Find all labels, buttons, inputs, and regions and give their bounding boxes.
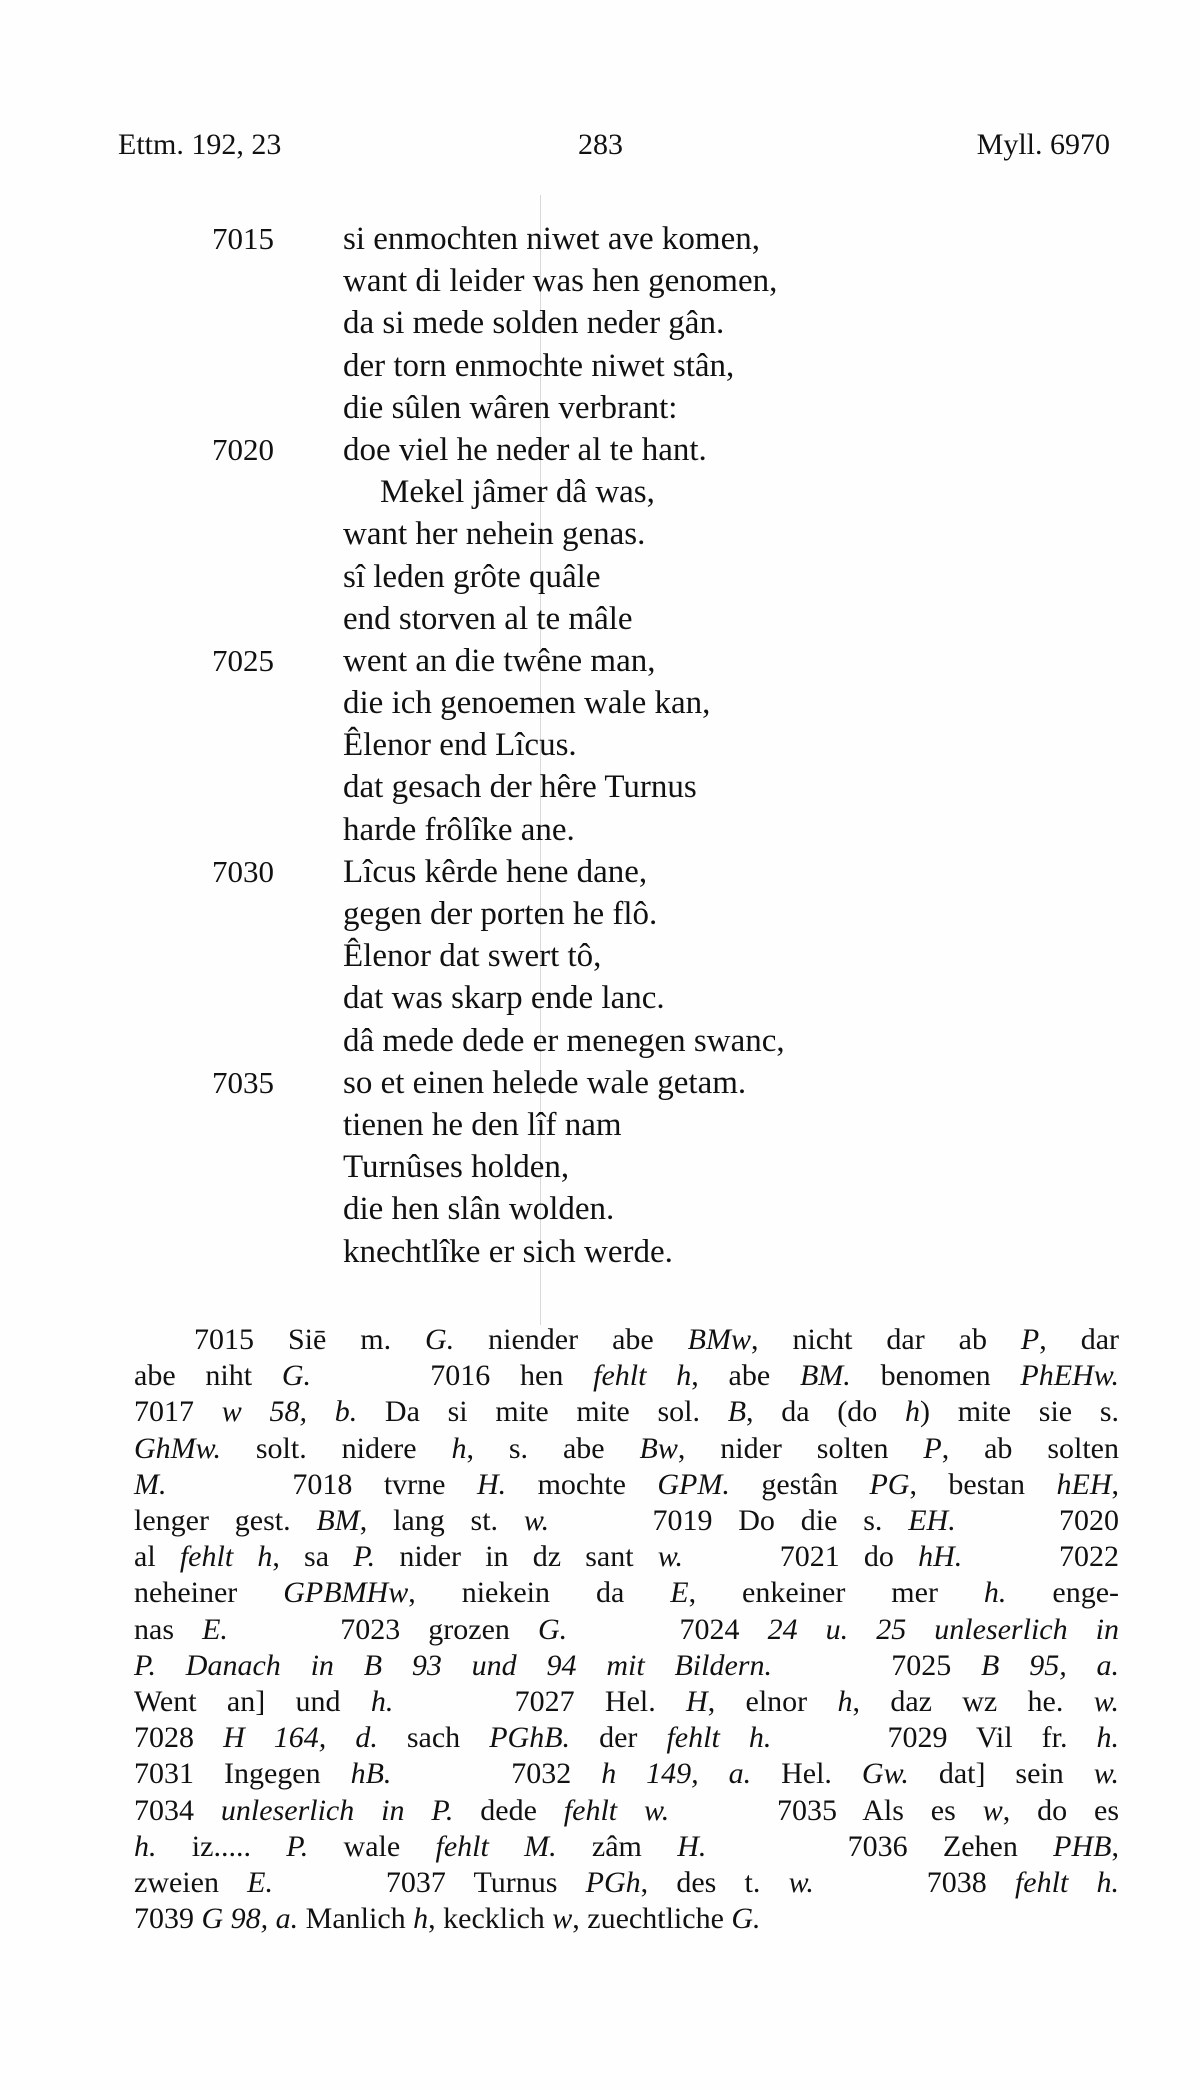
apparatus-line: M. 7018 tvrne H. mochte GPM. gestân PG, bestan hEH, — [134, 1467, 1120, 1501]
verse-text: si enmochten niwet ave komen, — [343, 221, 760, 257]
verse-text: Êlenor dat swert tô, — [343, 938, 602, 975]
verse-line — [0, 809, 1200, 851]
verse-text: dat was skarp ende lanc. — [343, 980, 665, 1017]
apparatus-line: lenger gest. BM, lang st. w. 7019 Do die s. EH. 7020 — [134, 1504, 1119, 1538]
verse-line — [0, 556, 1200, 598]
verse-text: want di leider was hen genomen, — [343, 263, 778, 300]
verse-text: knechtlîke er sich werde. — [343, 1233, 673, 1270]
verse-text: Lîcus kêrde hene dane, — [343, 853, 648, 890]
apparatus-line: Went an] und h. 7027 Hel. H, elnor h, daz wz he. w. — [134, 1685, 1119, 1719]
header-source-ref: Ettm. 192, 23 — [118, 128, 282, 161]
verse-line — [0, 598, 1200, 640]
verse-text: end storven al te mâle — [343, 600, 633, 637]
apparatus-line: 7034 unleserlich in P. dede fehlt w. 7035 Als es w, do es — [134, 1793, 1120, 1827]
verse-line — [0, 724, 1200, 766]
verse-line — [0, 302, 1200, 344]
verse-line — [0, 218, 1200, 260]
verse-line — [0, 977, 1200, 1019]
verse-text: Turnûses holden, — [343, 1149, 570, 1186]
apparatus-line: h. iz..... P. wale fehlt M. zâm H. 7036 Zehen PHB, — [134, 1829, 1119, 1863]
verse-line — [0, 640, 1200, 682]
verse-text: tienen he den lîf nam — [343, 1106, 622, 1143]
verse-text: Êlenor end Lîcus. — [343, 727, 577, 764]
apparatus-line: 7028 H 164, d. sach PGhB. der fehlt h. 7029 Vil fr. h. — [134, 1721, 1119, 1755]
apparatus-line: 7017 w 58, b. Da si mite mite sol. B, da (do h) mite sie s. — [134, 1395, 1120, 1429]
verse-number: 7015 — [212, 221, 274, 256]
verse-line — [0, 1062, 1200, 1104]
verse-text: sî leden grôte quâle — [343, 558, 601, 595]
verse-line — [0, 766, 1200, 808]
apparatus-line: 7015 Siē m. G. niender abe BMw, nicht dar ab P, dar — [194, 1323, 1119, 1356]
verse-line — [0, 513, 1200, 555]
verse-text: Mekel jâmer dâ was, — [380, 474, 655, 511]
verse-line — [0, 1020, 1200, 1062]
verse-line — [0, 260, 1200, 302]
verse-number: 7030 — [212, 853, 274, 889]
verse-text: so et einen helede wale getam. — [343, 1064, 747, 1101]
apparatus-line: neheiner GPBMHw, niekein da E, enkeiner mer h. enge- — [134, 1576, 1119, 1610]
verse-text: doe viel he neder al te hant. — [343, 431, 707, 468]
apparatus-line: 7031 Ingegen hB. 7032 h 149, a. Hel. Gw. dat] sein w. — [134, 1757, 1120, 1791]
header-edition-ref: Myll. 6970 — [976, 128, 1110, 161]
verse-number: 7025 — [212, 642, 274, 678]
apparatus-notes — [134, 1322, 1119, 1937]
verse-text: die hen slân wolden. — [343, 1191, 615, 1228]
page-header — [118, 128, 1110, 168]
apparatus-line: al fehlt h, sa P. nider in dz sant w. 7021 do hH. 7022 — [134, 1540, 1120, 1574]
verse-line — [0, 1188, 1200, 1230]
verse-line — [0, 387, 1200, 429]
verse-line — [0, 851, 1200, 893]
apparatus-line: nas E. 7023 grozen G. 7024 24 u. 25 unleserlich in — [134, 1612, 1120, 1646]
verse-text: gegen der porten he flô. — [343, 896, 658, 932]
verse-line — [0, 1146, 1200, 1188]
verse-block — [0, 218, 1200, 1273]
verse-line — [0, 893, 1200, 935]
verse-number: 7020 — [212, 431, 274, 467]
verse-line — [0, 1104, 1200, 1146]
verse-line — [0, 682, 1200, 724]
verse-text: dâ mede dede er menegen swanc, — [343, 1022, 785, 1059]
verse-text: dat gesach der hêre Turnus — [343, 769, 697, 806]
page-number: 283 — [578, 128, 623, 161]
verse-text: harde frôlîke ane. — [343, 811, 575, 848]
apparatus-line: P. Danach in B 93 und 94 mit Bildern. 7025 B 95, a. — [134, 1648, 1120, 1682]
verse-line — [0, 1231, 1200, 1273]
verse-line — [0, 471, 1200, 513]
verse-line — [0, 429, 1200, 471]
verse-text: die sûlen wâren verbrant: — [343, 389, 678, 426]
apparatus-line: GhMw. solt. nidere h, s. abe Bw, nider solten P, ab solten — [134, 1431, 1119, 1465]
verse-line — [0, 935, 1200, 977]
verse-text: da si mede solden neder gân. — [343, 305, 725, 342]
verse-number: 7035 — [212, 1064, 274, 1100]
apparatus-line: zweien E. 7037 Turnus PGh, des t. w. 7038 fehlt h. — [134, 1866, 1119, 1900]
verse-text: want her nehein genas. — [343, 516, 646, 553]
verse-text: die ich genoemen wale kan, — [343, 685, 711, 722]
verse-text: der torn enmochte niwet stân, — [343, 347, 735, 384]
apparatus-line: 7039 G 98, a. Manlich h, kecklich w, zuechtliche G. — [134, 1902, 761, 1936]
verse-line — [0, 345, 1200, 387]
verse-text: went an die twêne man, — [343, 642, 656, 679]
apparatus-line: abe niht G. 7016 hen fehlt h, abe BM. benomen PhEHw. — [134, 1359, 1119, 1393]
